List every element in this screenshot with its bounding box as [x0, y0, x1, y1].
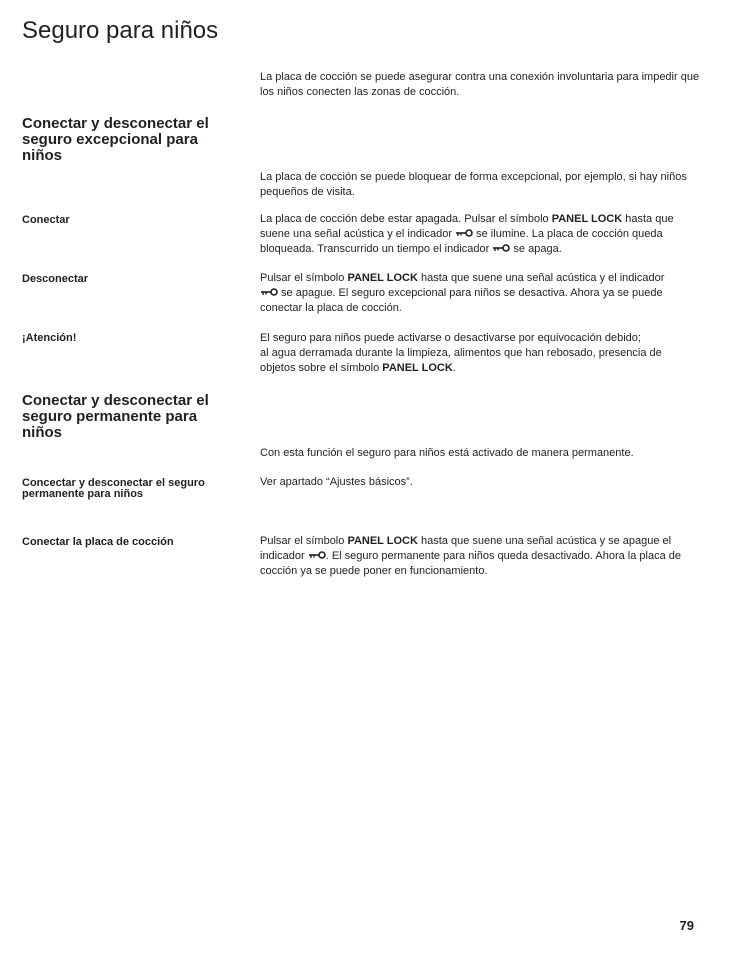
page-title: Seguro para niños [22, 17, 219, 44]
text: Pulsar el símbolo [260, 535, 348, 547]
panel-lock-label: PANEL LOCK [347, 272, 418, 284]
label-conectar: Conectar [22, 214, 70, 226]
text: . [452, 362, 456, 374]
text: . El seguro permanente para niños queda desactivado. Ahora la placa de cocción ya se puede poner en funcionamiento. [260, 550, 682, 577]
key-icon [492, 243, 510, 253]
text: al agua derramada durante la limpieza, alimentos que han rebosado, presencia de objetos sobre el símbolo [260, 347, 662, 374]
page-number: 79 [679, 918, 694, 933]
key-icon [455, 228, 473, 238]
intro-paragraph: La placa de cocción se puede asegurar contra una conexión involuntaria para impedir que los niños conecten las zonas de cocción. [260, 71, 700, 98]
key-icon [260, 287, 278, 297]
panel-lock-label: PANEL LOCK [382, 362, 453, 374]
panel-lock-label: PANEL LOCK [347, 535, 418, 547]
text: hasta que suene una señal acústica y el indicador [417, 272, 665, 284]
panel-lock-label: PANEL LOCK [551, 213, 623, 225]
text: se apague. El seguro excepcional para niños se desactiva. Ahora ya se puede conectar la placa de cocción. [260, 287, 663, 314]
section-heading-permanente: Conectar y desconectar el seguro permanente para niños [22, 392, 209, 441]
label-concectar-permanente: Concectar y desconectar el seguro permanente para niños [22, 477, 205, 500]
label-desconectar: Desconectar [22, 273, 89, 285]
label-conectar-placa: Conectar la placa de cocción [22, 536, 174, 548]
text: se ilumine. La placa de cocción queda bloqueada. Transcurrido un tiempo el indicador [260, 228, 663, 255]
section-excepcional-intro: La placa de cocción se puede bloquear de forma excepcional, por ejemplo, si hay niños pequeños de visita. [260, 171, 687, 198]
key-icon [308, 550, 326, 560]
paragraph-conectar-placa [260, 534, 700, 579]
paragraph-conectar [260, 212, 700, 257]
paragraph-desconectar [260, 271, 700, 316]
text: se apaga. [510, 243, 562, 255]
text: La placa de cocción debe estar apagada. Pulsar el símbolo [260, 213, 552, 225]
paragraph-ver-apartado: Ver apartado “Ajustes básicos”. [260, 476, 413, 488]
text: hasta que suene una señal acústica y se apague el indicador [260, 535, 672, 562]
text: hasta que suene una señal acústica y el indicador [260, 213, 674, 240]
label-atencion: ¡Atención! [22, 332, 77, 344]
section-permanente-intro: Con esta función el seguro para niños está activado de manera permanente. [260, 447, 634, 459]
paragraph-atencion [260, 331, 700, 376]
text: Pulsar el símbolo [260, 272, 348, 284]
section-heading-excepcional: Conectar y desconectar el seguro excepcional para niños [22, 115, 209, 164]
text: El seguro para niños puede activarse o desactivarse por equivocación debido; [260, 332, 641, 344]
